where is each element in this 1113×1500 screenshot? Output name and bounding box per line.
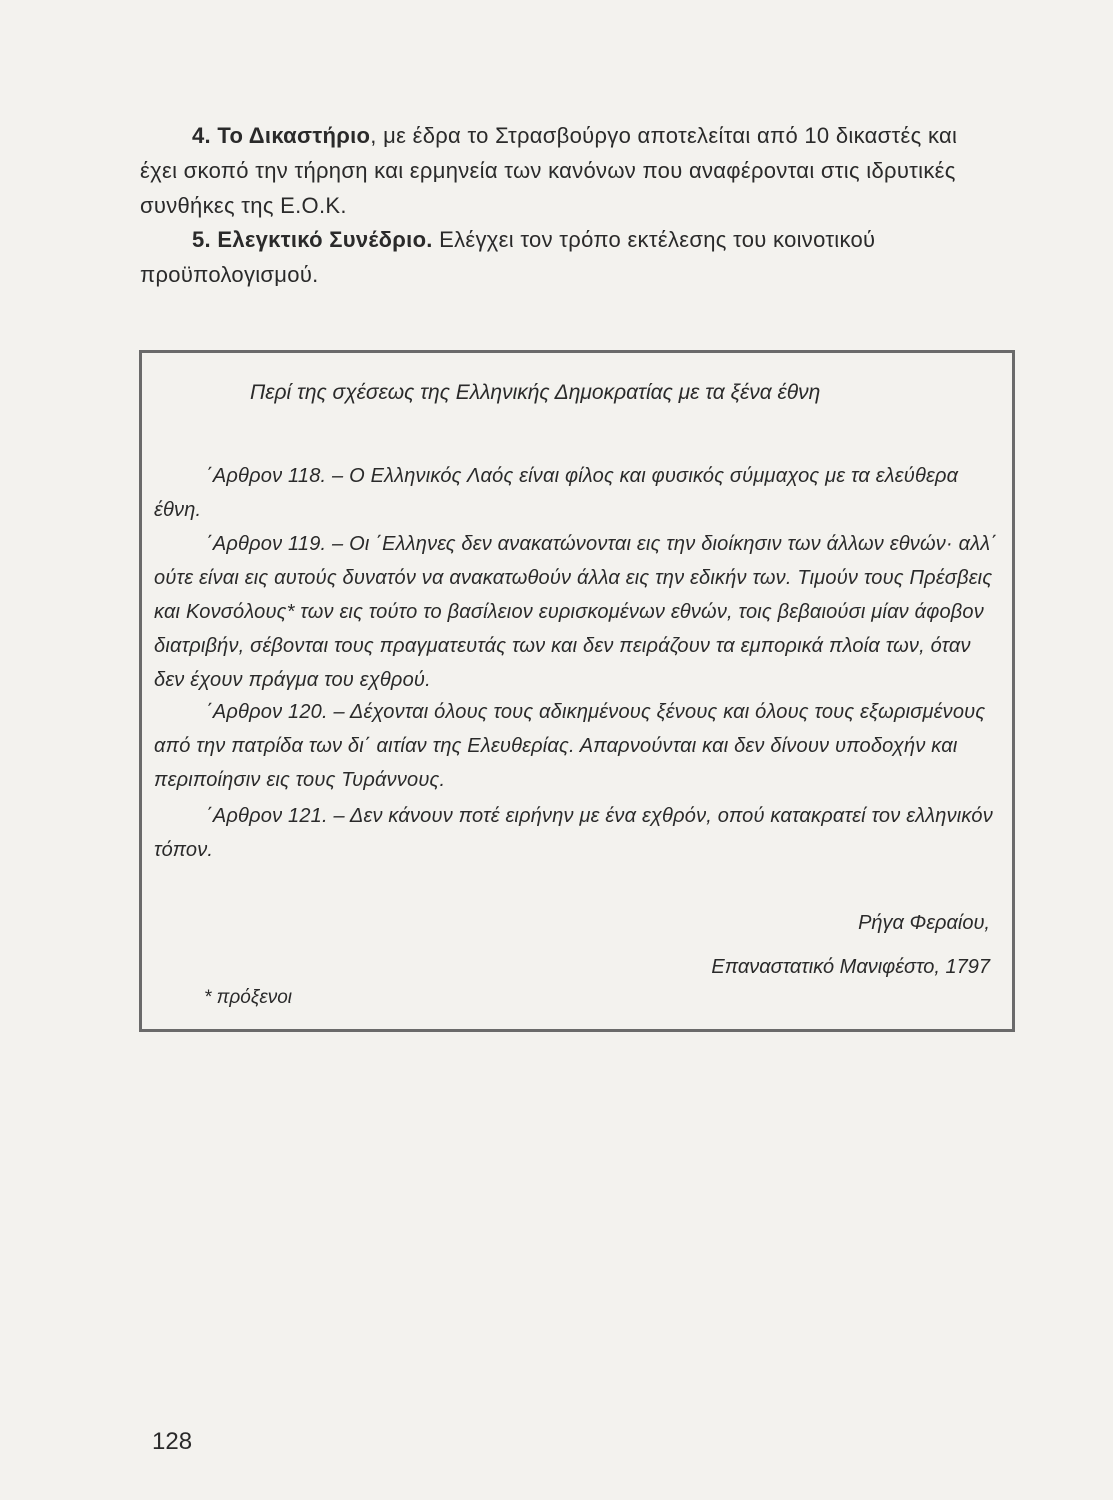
- signature-author: Ρήγα Φεραίου,: [858, 912, 990, 934]
- source-box: [139, 350, 1015, 1032]
- paragraph-court: [140, 118, 990, 223]
- article-118: ΄Αρθρον 118. – Ο Ελληνικός Λαός είναι φίλος και φυσικός σύμμαχος με τα ελεύθερα έθνη.: [154, 465, 959, 521]
- signature-work: Επαναστατικό Μανιφέστο, 1797: [711, 956, 990, 978]
- article-120: ΄Αρθρον 120. – Δέχονται όλους τους αδικημένους ξένους και όλους τους εξωρισμένους από την πατρίδα των δι΄ αιτίαν της Ελευθερίας. Απαρνούνται και δεν δίνουν υποδοχήν και περιποίησιν εις τους Τυράννους.: [154, 701, 986, 791]
- page-number: 128: [152, 1428, 193, 1455]
- signature: [711, 901, 990, 989]
- audit-court-text: Ελέγχει τον τρόπο εκτέλεσης του κοινοτικού προϋπολογισμού.: [140, 227, 876, 287]
- court-text: , με έδρα το Στρασβούργο αποτελείται από 10 δικαστές και έχει σκοπό την τήρηση και ερμηνεία των κανόνων που αναφέρονται στις ιδρυτικές συνθήκες της Ε.Ο.Κ.: [140, 123, 958, 218]
- paragraph-audit-court: [140, 222, 990, 292]
- footnote: * πρόξενοι: [204, 987, 292, 1008]
- source-title: Περί της σχέσεως της Ελληνικής Δημοκρατίας με τα ξένα έθνη: [250, 381, 821, 404]
- court-heading: 4. Το Δικαστήριο: [192, 123, 371, 148]
- audit-court-heading: 5. Ελεγκτικό Συνέδριο.: [192, 227, 433, 252]
- article-121: ΄Αρθρον 121. – Δεν κάνουν ποτέ ειρήνην με ένα εχθρόν, οπού κατακρατεί τον ελληνικόν τόπον.: [154, 805, 993, 861]
- article-119: ΄Αρθρον 119. – Οι ΄Ελληνες δεν ανακατώνονται εις την διοίκησιν των άλλων εθνών· αλλ΄ ούτε είναι εις αυτούς δυνατόν να ανακατωθούν άλλα εις την εδικήν των. Τιμούν τους Πρέσβεις και Κονσόλους* των εις τούτο το βασίλειον ευρισκομένων εθνών, τοις βεβαιούσι μίαν άφοβον διατριβήν, σέβονται τους πραγματευτάς των και δεν πειράζουν τα εμπορικά πλοία των, όταν δεν έχουν πράγμα του εχθρού.: [154, 533, 998, 691]
